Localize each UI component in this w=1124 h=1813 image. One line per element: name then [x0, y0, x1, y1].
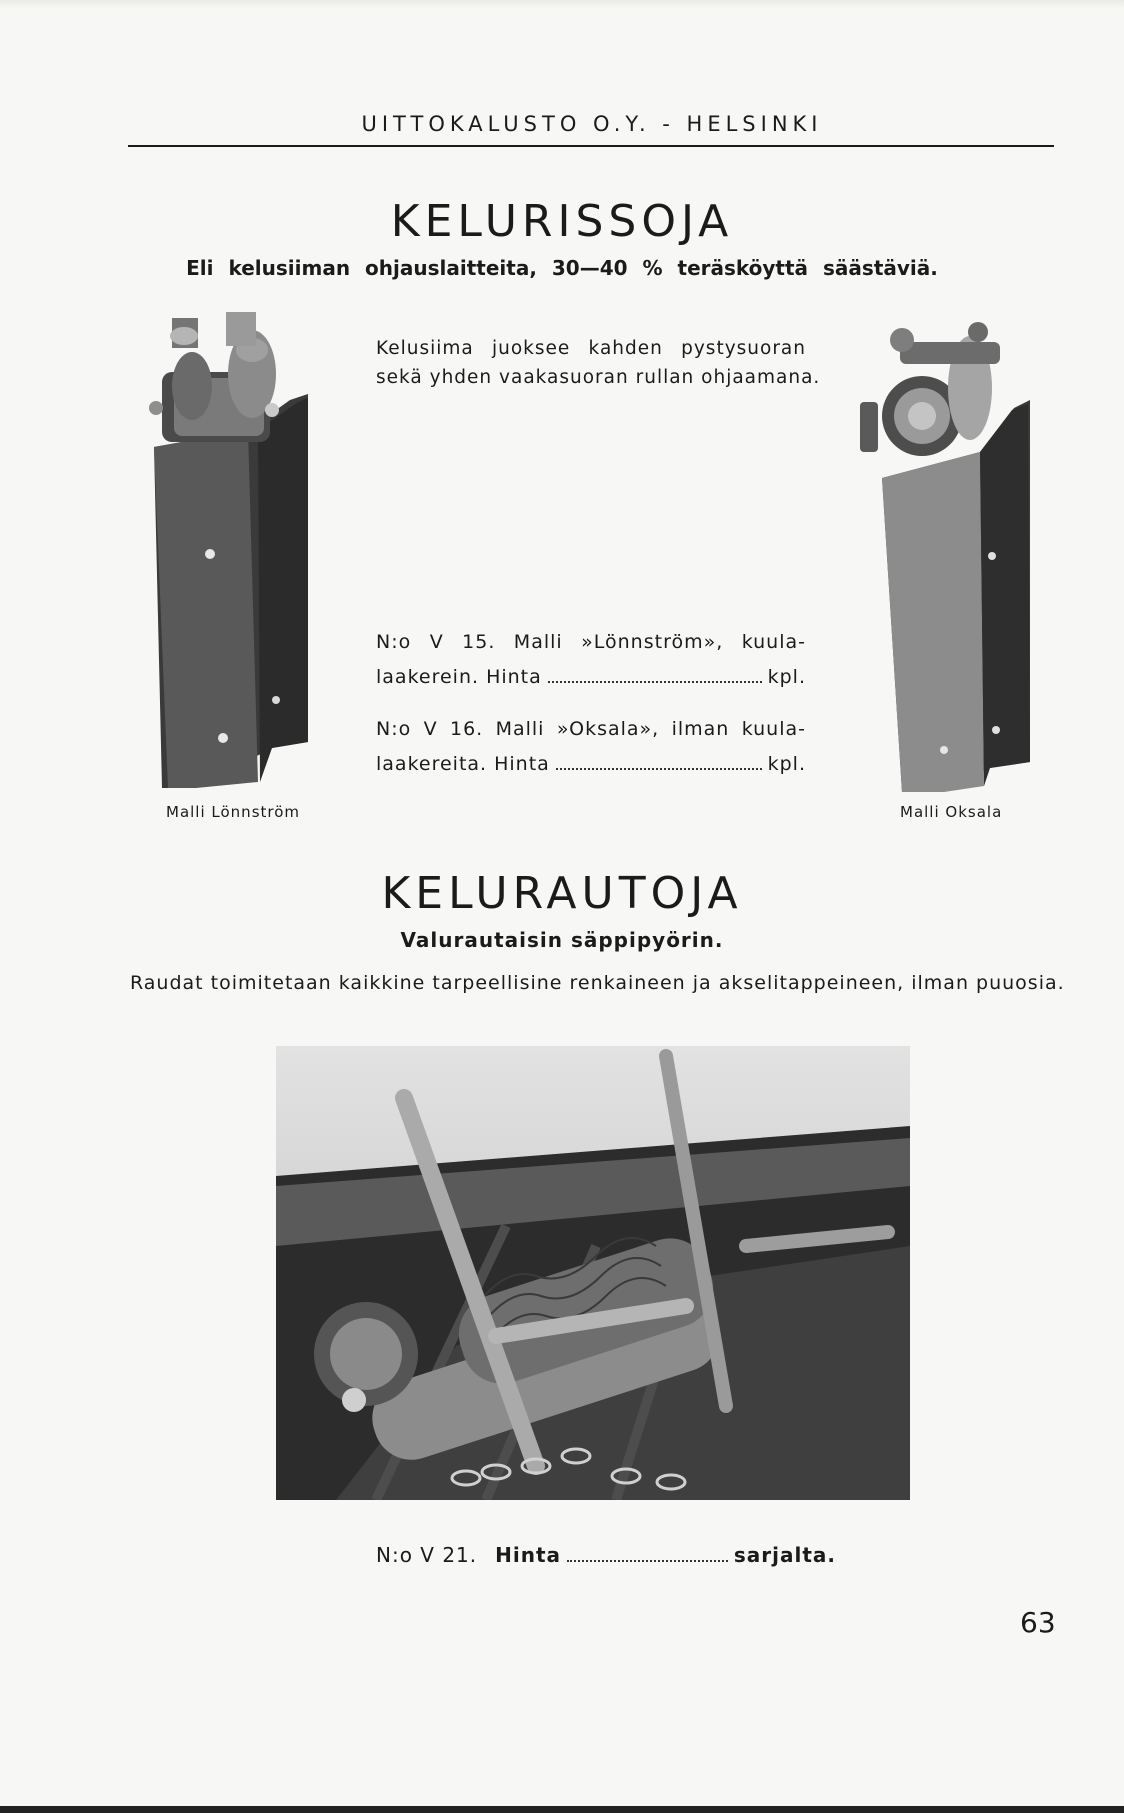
- photo-malli-oksala: [850, 302, 1032, 792]
- leader-dots: [556, 768, 762, 770]
- page-edge: [0, 1806, 1124, 1813]
- price-line-v16: [376, 747, 806, 782]
- price-unit: sarjalta.: [733, 1543, 836, 1567]
- price-label: Hinta: [495, 1543, 562, 1567]
- description-line: Kelusiima juoksee kahden pystysuoran: [376, 338, 806, 359]
- section-subtitle: Valurautaisin säppipyörin.: [400, 928, 724, 952]
- leader-dots: [567, 1560, 728, 1562]
- product-line-v15: N:o V 15. Malli »Lönnström», kuula-: [376, 631, 806, 653]
- description: [376, 334, 821, 392]
- price-unit: kpl.: [767, 753, 806, 775]
- price-line-v21: [376, 1543, 836, 1568]
- body-text: Raudat toimitetaan kaikkine tarpeellisine renkaineen ja akselitappeineen, ilman puuosia.: [130, 972, 1065, 994]
- photo-malli-lonnstrom: [148, 312, 324, 788]
- product-list: [376, 625, 806, 782]
- header-rule: [128, 145, 1054, 147]
- leader-dots: [548, 681, 762, 683]
- price-label: laakerein. Hinta: [376, 666, 542, 688]
- photo-keluraut: [276, 1046, 910, 1500]
- description-line: sekä yhden vaakasuoran rullan ohjaamana.: [376, 367, 821, 388]
- price-unit: kpl.: [767, 666, 806, 688]
- caption-malli-oksala: Malli Oksala: [900, 803, 1003, 821]
- section-subtitle: Eli kelusiiman ohjauslaitteita, 30—40 % teräsköyttä säästäviä.: [186, 256, 938, 280]
- running-head: UITTOKALUSTO O.Y. - HELSINKI: [361, 112, 823, 136]
- section-title-kelurissoja: KELURISSOJA: [390, 196, 734, 247]
- product-line-v16: N:o V 16. Malli »Oksala», ilman kuula-: [376, 718, 806, 740]
- caption-malli-lonnstrom: Malli Lönnström: [166, 803, 301, 821]
- price-line-v15: [376, 660, 806, 695]
- price-label: laakereita. Hinta: [376, 753, 550, 775]
- page-edge: [0, 0, 1124, 8]
- page-number: 63: [1020, 1606, 1056, 1639]
- item-number: N:o V 21.: [376, 1543, 478, 1567]
- section-title-keluratoja: KELURAUTOJA: [381, 868, 743, 919]
